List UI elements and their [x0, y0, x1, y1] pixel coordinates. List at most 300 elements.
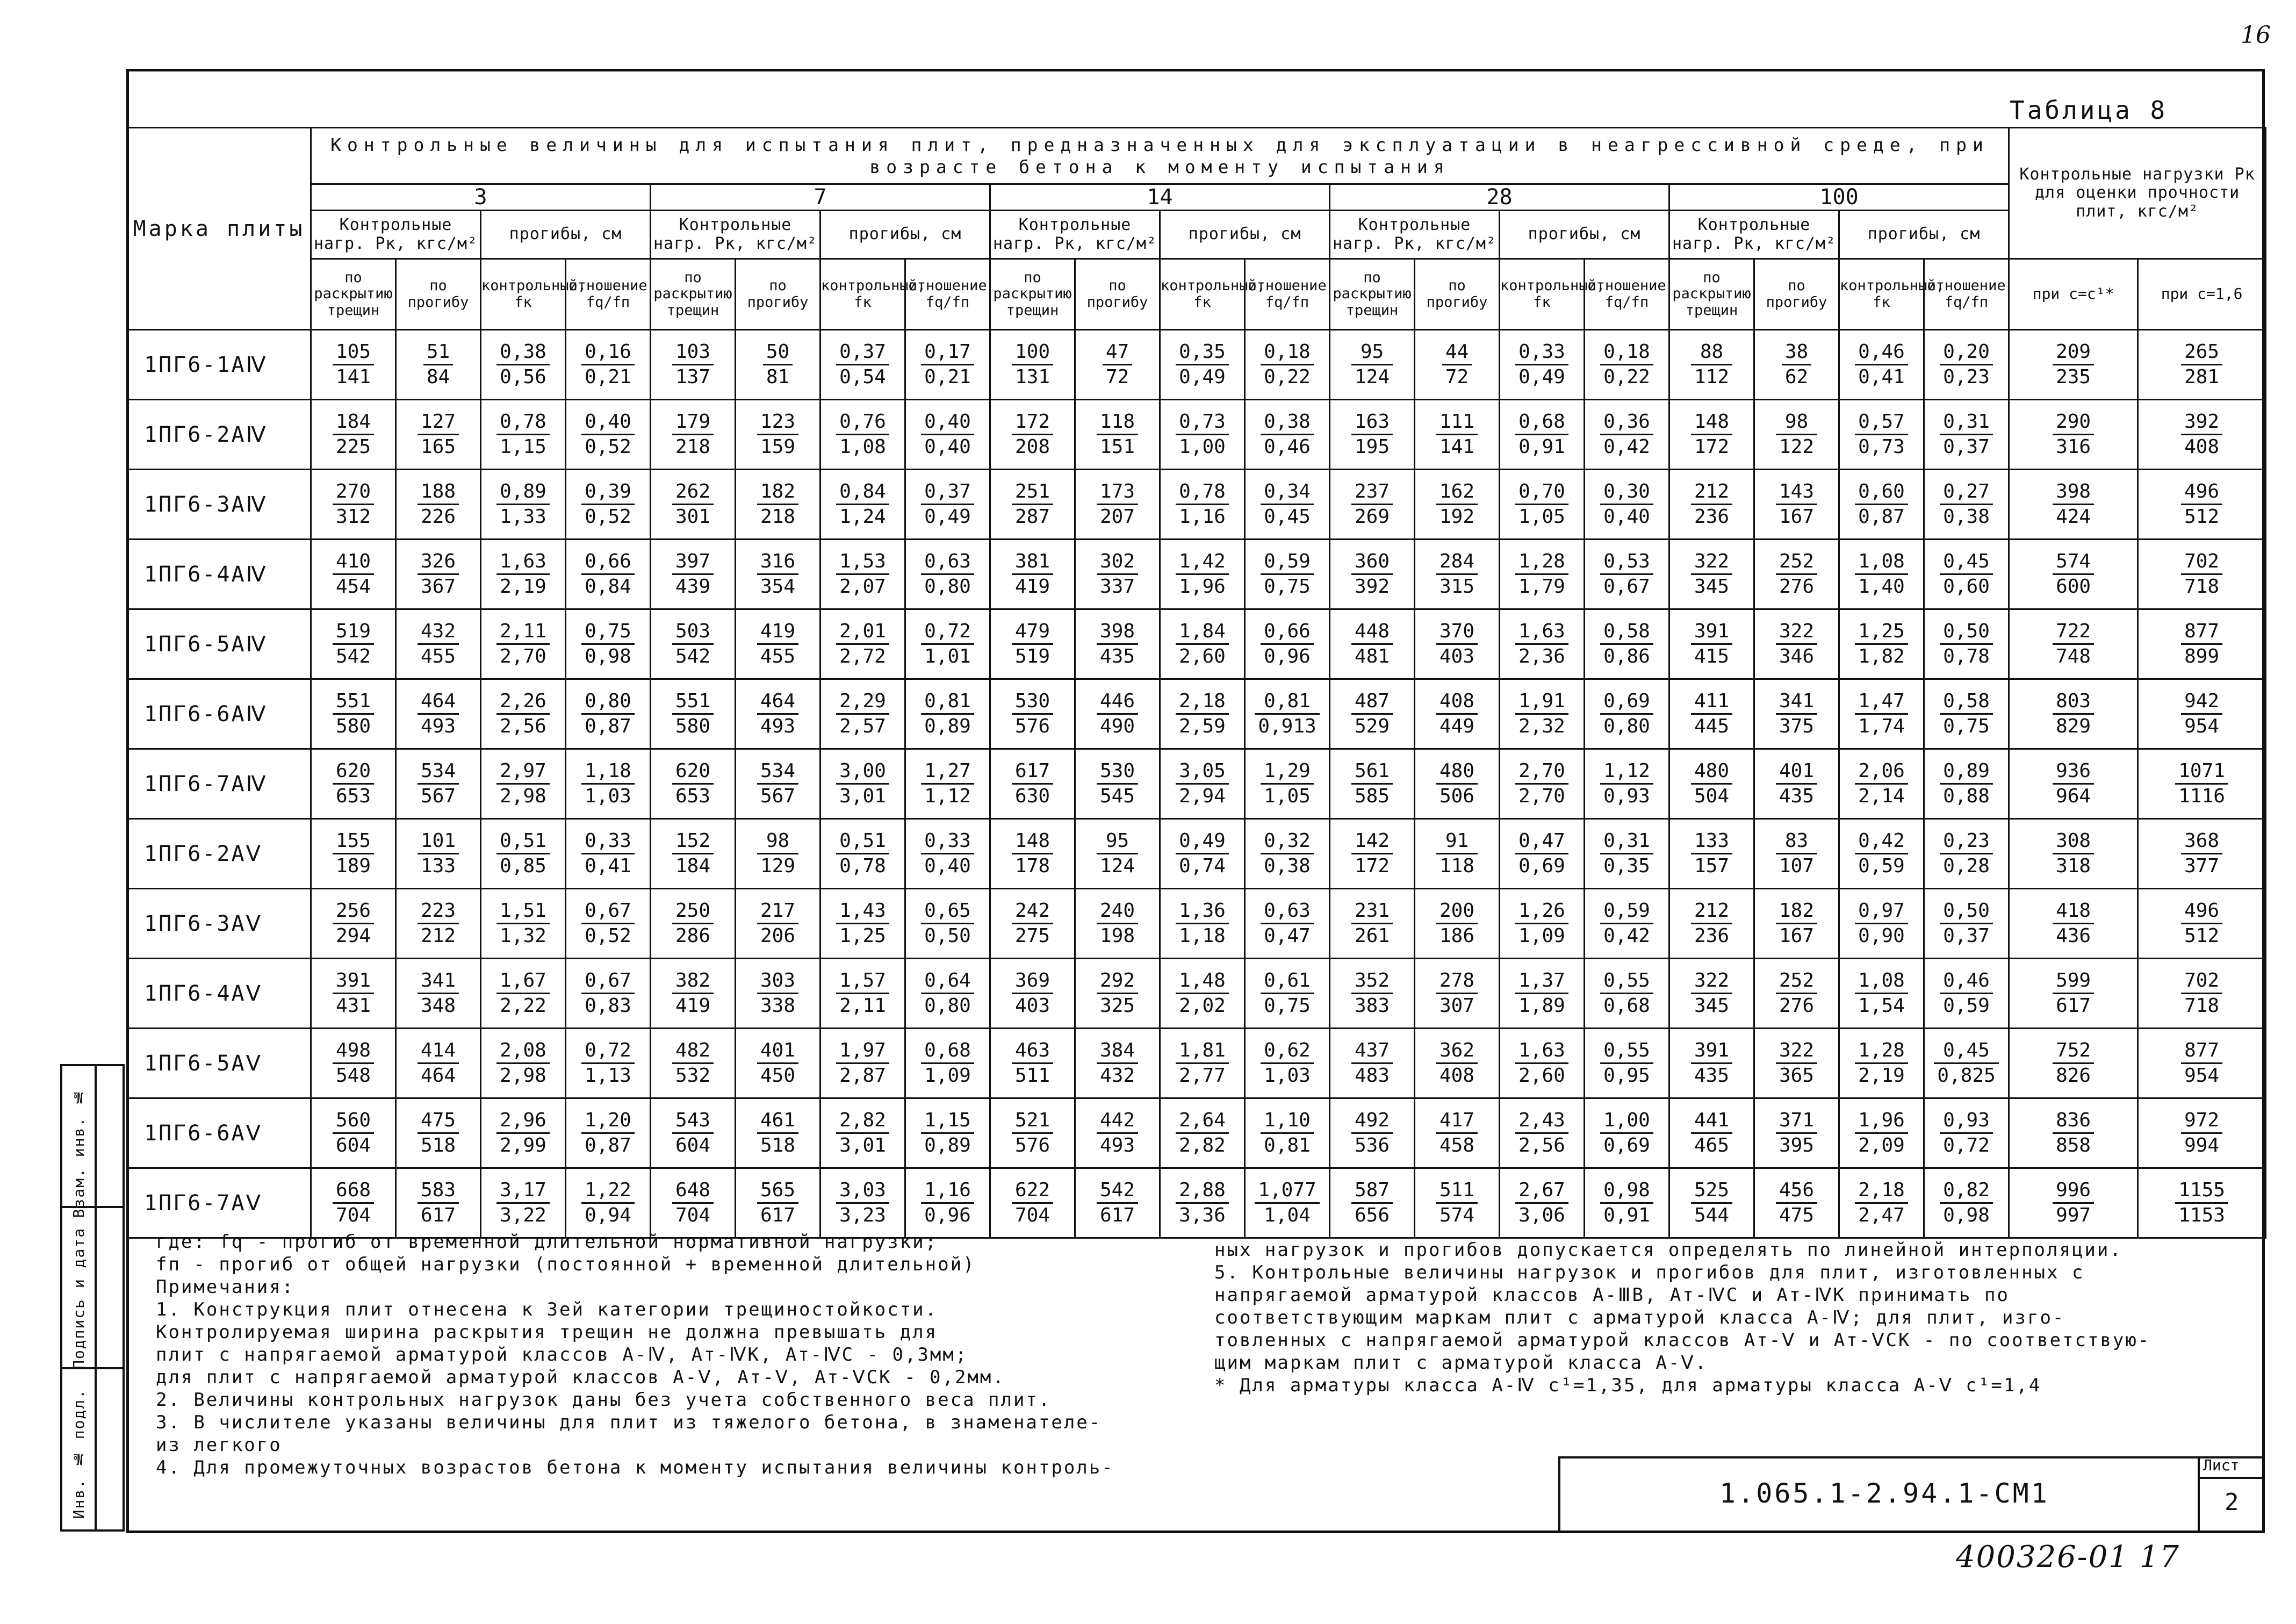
light-concrete-value: 0,75 [1264, 576, 1311, 598]
light-concrete-value: 307 [1439, 995, 1475, 1017]
heavy-concrete-value: 0,27 [1940, 481, 1993, 505]
heavy-concrete-value: 0,31 [1600, 830, 1653, 854]
heavy-concrete-value: 0,31 [1940, 411, 1993, 435]
table-cell [651, 679, 736, 749]
heavy-concrete-value: 392 [2181, 411, 2222, 435]
table-cell [1415, 400, 1500, 470]
fraction-value [1600, 1110, 1653, 1157]
table-cell [1075, 400, 1160, 470]
heavy-concrete-value: 200 [1436, 900, 1478, 924]
fraction-value [1776, 411, 1817, 458]
light-concrete-value: 1,00 [1179, 436, 1226, 458]
table-cell [820, 679, 905, 749]
light-concrete-value: 2,19 [500, 576, 546, 598]
note-line: напрягаемой арматурой классов А-ⅢВ, Ат-ⅣС и Ат-ⅣК принимать по [1214, 1284, 2010, 1306]
fraction-value [1776, 830, 1817, 878]
heavy-concrete-value: 322 [1691, 551, 1732, 575]
table-cell [1754, 400, 1839, 470]
heavy-concrete-value: 212 [1691, 481, 1732, 505]
light-concrete-value: 0,87 [585, 1134, 631, 1156]
heavy-concrete-value: 411 [1691, 691, 1732, 715]
light-concrete-value: 0,69 [1518, 855, 1565, 877]
light-concrete-value: 367 [420, 576, 456, 598]
slab-mark: 1ПГ6-4АⅤ [127, 959, 311, 1029]
table-cell [1075, 749, 1160, 819]
table-cell [1330, 889, 1415, 959]
light-concrete-value: 3,06 [1518, 1204, 1565, 1226]
heavy-concrete-value: 0,30 [1600, 481, 1653, 505]
table-cell [1754, 819, 1839, 889]
fraction-value [1261, 551, 1314, 598]
light-concrete-value: 493 [760, 715, 796, 737]
table-cell [820, 889, 905, 959]
light-concrete-value: 580 [675, 715, 711, 737]
table-cell [566, 679, 651, 749]
heavy-concrete-value: 622 [1012, 1180, 1053, 1204]
heavy-concrete-value: 530 [1012, 691, 1053, 715]
heavy-concrete-value: 0,38 [1261, 411, 1314, 435]
table-cell [990, 1098, 1075, 1168]
heavy-concrete-value: 441 [1691, 1110, 1732, 1134]
light-concrete-value: 458 [1439, 1134, 1475, 1156]
light-concrete-value: 435 [1099, 645, 1135, 667]
fraction-value [1012, 830, 1053, 878]
table-cell [1330, 1168, 1415, 1238]
heavy-concrete-value: 223 [418, 900, 459, 924]
light-concrete-value: 276 [1779, 576, 1815, 598]
table-cell [990, 609, 1075, 679]
fraction-value [1691, 341, 1732, 389]
fraction-value [2181, 1040, 2222, 1087]
fraction-value [757, 900, 798, 947]
fraction-value [1515, 1110, 1568, 1157]
light-concrete-value: 137 [675, 366, 711, 388]
fraction-value [1176, 341, 1229, 389]
slab-mark: 1ПГ6-6АⅣ [127, 679, 311, 749]
table-cell [396, 819, 481, 889]
table-cell [1669, 959, 1754, 1029]
table-cell [2009, 330, 2138, 400]
heavy-concrete-value: 0,61 [1261, 970, 1314, 994]
notes-right [1214, 1239, 2150, 1397]
light-concrete-value: 0,47 [1264, 925, 1311, 947]
fraction-value [836, 621, 889, 668]
light-concrete-value: 2,09 [1858, 1134, 1905, 1156]
fraction-value [2053, 970, 2094, 1017]
fraction-value [757, 481, 798, 528]
light-concrete-value: 365 [1779, 1065, 1815, 1087]
light-concrete-value: 408 [1439, 1065, 1475, 1087]
fraction-value [672, 1040, 714, 1087]
heavy-concrete-value: 511 [1436, 1180, 1478, 1204]
fraction-value [836, 760, 889, 808]
sub-column-header: отношение fq/fп [566, 259, 651, 330]
fraction-value [1351, 1040, 1393, 1087]
table-cell [1754, 330, 1839, 400]
light-concrete-value: 542 [675, 645, 711, 667]
light-concrete-value: 0,86 [1603, 645, 1650, 667]
table-cell [1245, 749, 1330, 819]
heavy-concrete-value: 322 [1776, 1040, 1817, 1064]
light-concrete-value: 2,98 [500, 785, 546, 807]
fraction-value [1776, 481, 1817, 528]
heavy-concrete-value: 463 [1012, 1040, 1053, 1064]
heavy-concrete-value: 0,40 [921, 411, 974, 435]
heavy-concrete-value: 38 [1782, 341, 1811, 365]
heavy-concrete-value: 370 [1436, 621, 1478, 645]
table-cell [311, 959, 396, 1029]
heavy-concrete-value: 0,33 [581, 830, 635, 854]
light-concrete-value: 1,18 [1179, 925, 1226, 947]
table-cell [1245, 609, 1330, 679]
light-concrete-value: 157 [1694, 855, 1730, 877]
fraction-value [757, 551, 798, 598]
table-cell [1160, 749, 1245, 819]
heavy-concrete-value: 152 [672, 830, 714, 854]
light-concrete-value: 1,96 [1179, 576, 1226, 598]
fraction-value [1176, 1040, 1229, 1087]
fraction-value [1012, 760, 1053, 808]
table-cell [1669, 679, 1754, 749]
light-concrete-value: 1,03 [585, 785, 631, 807]
light-concrete-value: 1,74 [1858, 715, 1905, 737]
fraction-value [333, 1040, 374, 1087]
heavy-concrete-value: 3,17 [496, 1180, 550, 1204]
table-cell [651, 1098, 736, 1168]
note-line: Контролируемая ширина раскрытия трещин не должна превышать для [156, 1321, 938, 1343]
light-concrete-value: 2,19 [1858, 1065, 1905, 1087]
light-concrete-value: 301 [675, 506, 711, 528]
fraction-value [496, 551, 550, 598]
light-concrete-value: 455 [420, 645, 456, 667]
heavy-concrete-value: 50 [763, 341, 793, 365]
heavy-concrete-value: 0,68 [921, 1040, 974, 1064]
fraction-value [1255, 691, 1319, 738]
light-concrete-value: 0,81 [1264, 1134, 1311, 1156]
heavy-concrete-value: 648 [672, 1180, 714, 1204]
sub-column-header: по прогибу [1075, 259, 1160, 330]
fraction-value [1855, 1180, 1908, 1227]
fraction-value [672, 411, 714, 458]
fraction-value [1515, 1180, 1568, 1227]
table-cell [820, 749, 905, 819]
light-concrete-value: 0,89 [924, 715, 971, 737]
heavy-concrete-value: 0,32 [1261, 830, 1314, 854]
heavy-concrete-value: 587 [1351, 1180, 1393, 1204]
fraction-value [496, 621, 550, 668]
heavy-concrete-value: 360 [1351, 551, 1393, 575]
table-cell [311, 889, 396, 959]
heavy-concrete-value: 362 [1436, 1040, 1478, 1064]
table-cell [311, 609, 396, 679]
heavy-concrete-value: 179 [672, 411, 714, 435]
table-cell [2138, 1029, 2266, 1098]
heavy-concrete-value: 996 [2053, 1180, 2094, 1204]
heavy-concrete-value: 401 [757, 1040, 798, 1064]
light-concrete-value: 704 [1014, 1204, 1050, 1226]
light-concrete-value: 0,90 [1858, 925, 1905, 947]
slab-mark: 1ПГ6-3АⅣ [127, 470, 311, 540]
fraction-value [1600, 1040, 1653, 1087]
light-concrete-value: 0,52 [585, 506, 631, 528]
fraction-value [418, 621, 459, 668]
light-concrete-value: 3,01 [839, 1134, 886, 1156]
light-concrete-value: 718 [2184, 576, 2220, 598]
heavy-concrete-value: 391 [333, 970, 374, 994]
heavy-concrete-value: 262 [672, 481, 714, 505]
table-row [127, 1029, 2266, 1098]
table-cell [1415, 1168, 1500, 1238]
heavy-concrete-value: 302 [1097, 551, 1138, 575]
heavy-concrete-value: 0,42 [1855, 830, 1908, 854]
table-cell [1160, 1098, 1245, 1168]
fraction-value [496, 970, 550, 1017]
fraction-value [672, 830, 714, 878]
heavy-concrete-value: 1,63 [1515, 621, 1568, 645]
fraction-value [1515, 411, 1568, 458]
heavy-concrete-value: 163 [1351, 411, 1393, 435]
table-row [127, 609, 2266, 679]
heavy-concrete-value: 702 [2181, 551, 2222, 575]
light-concrete-value: 172 [1354, 855, 1390, 877]
note-line: * Для арматуры класса А-Ⅳ c¹=1,35, для арматуры класса А-Ⅴ c¹=1,4 [1214, 1375, 2042, 1396]
heavy-concrete-value: 188 [418, 481, 459, 505]
light-concrete-value: 0,68 [1603, 995, 1650, 1017]
sub-column-header: по раскрытию трещин [1330, 259, 1415, 330]
fraction-value [921, 900, 974, 947]
light-concrete-value: 1,09 [924, 1065, 971, 1087]
table-cell [1500, 540, 1585, 609]
fraction-value [581, 411, 635, 458]
fraction-value [1012, 691, 1053, 738]
light-concrete-value: 81 [766, 366, 790, 388]
light-concrete-value: 718 [2184, 995, 2220, 1017]
fraction-value [581, 1040, 635, 1087]
fraction-value [1261, 341, 1314, 389]
light-concrete-value: 2,70 [1518, 785, 1565, 807]
heavy-concrete-value: 142 [1351, 830, 1393, 854]
heavy-concrete-value: 1,57 [836, 970, 889, 994]
table-cell [566, 470, 651, 540]
light-concrete-value: 0,88 [1943, 785, 1990, 807]
table-cell [396, 1029, 481, 1098]
light-concrete-value: 435 [1694, 1065, 1730, 1087]
fraction-value [2181, 830, 2222, 878]
table-cell [1585, 609, 1669, 679]
fraction-value [1097, 830, 1138, 878]
table-cell [905, 819, 990, 889]
light-concrete-value: 511 [1014, 1065, 1050, 1087]
fraction-value [1691, 621, 1732, 668]
fraction-value [1515, 481, 1568, 528]
fraction-value [1600, 481, 1653, 528]
table-cell [1500, 679, 1585, 749]
table-cell [396, 400, 481, 470]
heavy-concrete-value: 0,37 [836, 341, 889, 365]
fraction-value [2175, 760, 2228, 808]
heavy-concrete-value: 182 [757, 481, 798, 505]
table-cell [481, 400, 566, 470]
light-concrete-value: 704 [335, 1204, 371, 1226]
table-cell [2138, 959, 2266, 1029]
fraction-value [1176, 691, 1229, 738]
table-cell [905, 749, 990, 819]
heavy-concrete-value: 0,45 [1940, 551, 1993, 575]
fraction-value [496, 481, 550, 528]
heavy-concrete-value: 0,16 [581, 341, 635, 365]
heavy-concrete-value: 480 [1691, 760, 1732, 785]
heavy-concrete-value: 0,66 [581, 551, 635, 575]
note-line: Примечания: [156, 1276, 295, 1298]
light-concrete-value: 159 [760, 436, 796, 458]
light-concrete-value: 994 [2184, 1134, 2220, 1156]
light-concrete-value: 0,50 [924, 925, 971, 947]
table-cell [990, 1168, 1075, 1238]
light-concrete-value: 2,32 [1518, 715, 1565, 737]
table-cell [1330, 1098, 1415, 1168]
light-concrete-value: 184 [675, 855, 711, 877]
heavy-concrete-value: 0,62 [1261, 1040, 1314, 1064]
heavy-concrete-value: 530 [1097, 760, 1138, 785]
table-cell [1754, 749, 1839, 819]
heavy-concrete-value: 322 [1776, 621, 1817, 645]
light-concrete-value: 653 [335, 785, 371, 807]
light-concrete-value: 286 [675, 925, 711, 947]
table-cell [1500, 470, 1585, 540]
table-cell [651, 540, 736, 609]
fraction-value [2053, 411, 2094, 458]
heavy-concrete-value: 98 [757, 830, 798, 854]
fraction-value [836, 1110, 889, 1157]
table-cell [1924, 540, 2009, 609]
heavy-concrete-value: 492 [1351, 1110, 1393, 1134]
table-cell [1330, 679, 1415, 749]
light-concrete-value: 964 [2056, 785, 2091, 807]
fraction-value [1261, 411, 1314, 458]
heavy-concrete-value: 1,63 [496, 551, 550, 575]
heavy-concrete-value: 172 [1012, 411, 1053, 435]
light-concrete-value: 600 [2056, 576, 2091, 598]
heavy-concrete-value: 525 [1691, 1180, 1732, 1204]
heavy-concrete-value: 446 [1097, 691, 1138, 715]
fraction-value [1691, 551, 1732, 598]
heavy-concrete-value: 617 [1012, 760, 1053, 785]
heavy-concrete-value: 155 [333, 830, 374, 854]
heavy-concrete-value: 0,51 [836, 830, 889, 854]
stamp-original-inv: Инв. № подл. [70, 1389, 88, 1519]
table-row [127, 679, 2266, 749]
heavy-concrete-value: 0,59 [1261, 551, 1314, 575]
light-concrete-value: 567 [760, 785, 796, 807]
fraction-value [418, 1040, 459, 1087]
table-cell [1075, 819, 1160, 889]
table-cell [1415, 540, 1500, 609]
fraction-value [1940, 1180, 1993, 1227]
light-concrete-value: 1,13 [585, 1065, 631, 1087]
light-concrete-value: 186 [1439, 925, 1475, 947]
light-concrete-value: 0,98 [585, 645, 631, 667]
table-cell [311, 540, 396, 609]
table-cell [566, 540, 651, 609]
table-cell [1075, 889, 1160, 959]
fraction-value [672, 970, 714, 1017]
light-concrete-value: 225 [335, 436, 371, 458]
heavy-concrete-value: 252 [1776, 551, 1817, 575]
heavy-concrete-value: 1,63 [1515, 1040, 1568, 1064]
table-cell [311, 330, 396, 400]
fraction-value [333, 341, 374, 389]
heavy-concrete-value: 496 [2181, 481, 2222, 505]
fraction-value [1436, 760, 1478, 808]
light-concrete-value: 346 [1779, 645, 1815, 667]
fraction-value [2181, 481, 2222, 528]
table-cell [990, 400, 1075, 470]
table-cell [1500, 609, 1585, 679]
light-concrete-value: 2,94 [1179, 785, 1226, 807]
table-cell [1754, 1168, 1839, 1238]
table-cell [1839, 400, 1924, 470]
sub-column-header: контрольный, fк [481, 259, 566, 330]
heavy-concrete-value: 519 [333, 621, 374, 645]
light-concrete-value: 0,73 [1858, 436, 1905, 458]
heavy-concrete-value: 437 [1351, 1040, 1393, 1064]
table-cell [1500, 330, 1585, 400]
heavy-concrete-value: 148 [1012, 830, 1053, 854]
heavy-concrete-value: 418 [2053, 900, 2094, 924]
table-cell [820, 400, 905, 470]
table-cell [396, 959, 481, 1029]
fraction-value [1776, 970, 1817, 1017]
fraction-value [921, 1040, 974, 1087]
table-cell [736, 330, 820, 400]
table-cell [1500, 1168, 1585, 1238]
heavy-concrete-value: 480 [1436, 760, 1478, 785]
note-line: товленных с напрягаемой арматурой классов Ат-Ⅴ и Ат-ⅤСК - по соответствую- [1214, 1330, 2151, 1351]
light-concrete-value: 419 [675, 995, 711, 1017]
heavy-concrete-value: 1,16 [921, 1180, 974, 1204]
light-concrete-value: 0,80 [924, 576, 971, 598]
light-concrete-value: 493 [1099, 1134, 1135, 1156]
heavy-concrete-value: 397 [672, 551, 714, 575]
heavy-concrete-value: 303 [757, 970, 798, 994]
fraction-value [1515, 341, 1568, 389]
light-concrete-value: 2,36 [1518, 645, 1565, 667]
fraction-value [1097, 760, 1138, 808]
table-cell [1585, 470, 1669, 540]
table-cell [1330, 1029, 1415, 1098]
table-cell [990, 819, 1075, 889]
fraction-value [672, 621, 714, 668]
table-cell [1585, 1098, 1669, 1168]
fraction-value [836, 830, 889, 878]
heavy-concrete-value: 0,49 [1176, 830, 1229, 854]
fraction-value [496, 341, 550, 389]
light-concrete-value: 0,40 [924, 436, 971, 458]
light-concrete-value: 0,84 [585, 576, 631, 598]
table-row [127, 959, 2266, 1029]
fraction-value [1515, 760, 1568, 808]
table-cell [311, 749, 396, 819]
light-concrete-value: 0,74 [1179, 855, 1226, 877]
fraction-value [1097, 1040, 1138, 1087]
heavy-concrete-value: 1,53 [836, 551, 889, 575]
table-cell [2138, 1168, 2266, 1238]
fraction-value [757, 411, 798, 458]
sub-column-header: по раскрытию трещин [651, 259, 736, 330]
table-cell [1415, 959, 1500, 1029]
heavy-concrete-value: 237 [1351, 481, 1393, 505]
heavy-concrete-value: 475 [418, 1110, 459, 1134]
